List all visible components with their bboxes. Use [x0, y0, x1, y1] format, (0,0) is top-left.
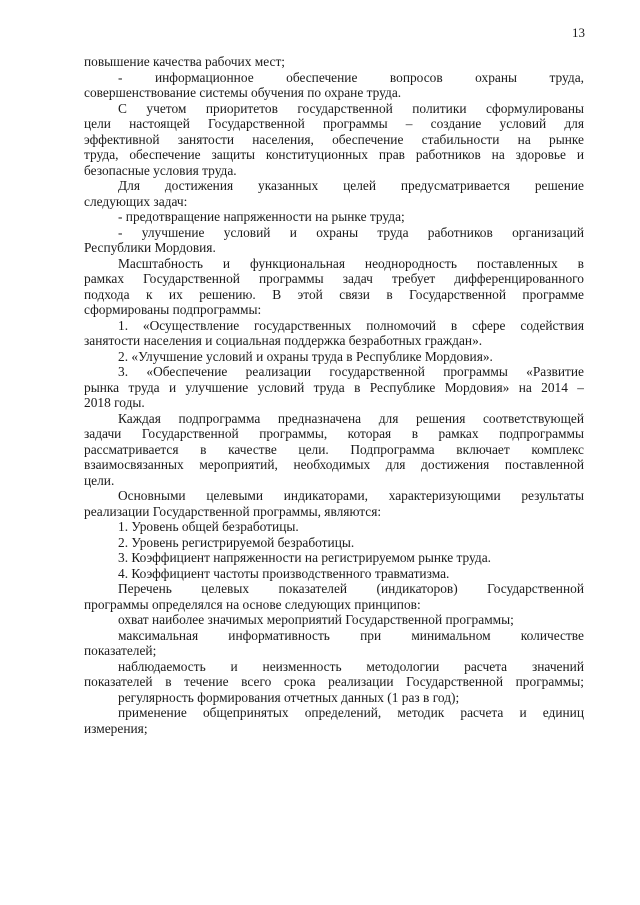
- text-line: показателей в течение всего срока реализации Государственной программы;: [84, 674, 584, 689]
- page-number: 13: [572, 25, 585, 40]
- text-line: Каждая подпрограмма предназначена для решения соответствующей: [118, 410, 584, 426]
- text-line: повышение качества рабочих мест;: [84, 54, 286, 69]
- text-line: 1. Уровень общей безработицы.: [118, 519, 299, 534]
- text-line: Перечень целевых показателей (индикаторов) Государственной: [118, 581, 584, 596]
- text-line: С учетом приоритетов государственной политики сформулированы: [118, 100, 584, 116]
- text-line: рынка труда и улучшение условий труда в Республике Мордовия» на 2014 –: [84, 379, 584, 395]
- text-line: взаимосвязанных мероприятий, необходимых для достижения поставленной: [84, 457, 584, 472]
- text-line: труда, обеспечение защиты конституционных прав работников на здоровье и: [84, 147, 584, 162]
- text-line: программы определялся на основе следующих принципов:: [84, 596, 421, 612]
- text-line: 4. Коэффициент частоты производственного травматизма.: [118, 565, 450, 581]
- text-line: подхода к их решению. В этой связи в Государственной программе: [84, 286, 584, 302]
- text-line: занятости населения и социальная поддержка безработных граждан».: [84, 333, 483, 348]
- text-line: Для достижения указанных целей предусматривается решение: [118, 178, 584, 193]
- text-line: 2. Уровень регистрируемой безработицы.: [118, 534, 355, 550]
- text-line: - информационное обеспечение вопросов охраны труда,: [118, 69, 584, 85]
- text-line: следующих задач:: [84, 193, 188, 209]
- text-line: Республики Мордовия.: [84, 240, 216, 255]
- text-line: рассматривается в качестве цели. Подпрограмма включает комплекс: [84, 441, 584, 457]
- text-line: Масштабность и функциональная неоднородность поставленных в: [118, 255, 584, 271]
- text-line: - предотвращение напряженности на рынке труда;: [118, 209, 405, 224]
- text-line: показателей;: [84, 643, 157, 658]
- text-line: наблюдаемость и неизменность методологии расчета значений: [118, 658, 584, 674]
- text-line: эффективной занятости населения, обеспечение стабильности на рынке: [84, 131, 584, 147]
- text-line: 1. «Осуществление государственных полномочий в сфере содействия: [118, 317, 584, 333]
- text-line: 3. Коэффициент напряженности на регистрируемом рынке труда.: [118, 550, 492, 565]
- text-line: - улучшение условий и охраны труда работников организаций: [118, 224, 584, 240]
- text-line: Основными целевыми индикаторами, характеризующими результаты: [118, 488, 584, 503]
- document-body: [84, 54, 584, 736]
- text-line: безопасные условия труда.: [84, 162, 237, 178]
- text-line: применение общепринятых определений, методик расчета и единиц: [118, 705, 584, 720]
- text-line: реализации Государственной программы, являются:: [84, 503, 382, 519]
- text-line: охват наиболее значимых мероприятий Государственной программы;: [118, 612, 514, 627]
- text-line: задачи Государственной программы, которая в рамках подпрограммы: [84, 426, 584, 441]
- text-line: 3. «Обеспечение реализации государственной программы «Развитие: [118, 364, 584, 379]
- text-line: совершенствование системы обучения по охране труда.: [84, 85, 402, 100]
- text-line: рамках Государственной программы задач требует дифференцированного: [84, 271, 584, 286]
- text-line: сформированы подпрограммы:: [84, 302, 262, 317]
- text-line: цели настоящей Государственной программы – создание условий для: [84, 116, 584, 131]
- text-line: максимальная информативность при минимальном количестве: [118, 627, 584, 643]
- text-line: цели.: [84, 472, 115, 488]
- text-line: измерения;: [84, 720, 148, 736]
- text-line: регулярность формирования отчетных данных (1 раз в год);: [118, 689, 460, 705]
- text-line: 2018 годы.: [84, 395, 145, 410]
- text-line: 2. «Улучшение условий и охраны труда в Республике Мордовия».: [118, 348, 493, 364]
